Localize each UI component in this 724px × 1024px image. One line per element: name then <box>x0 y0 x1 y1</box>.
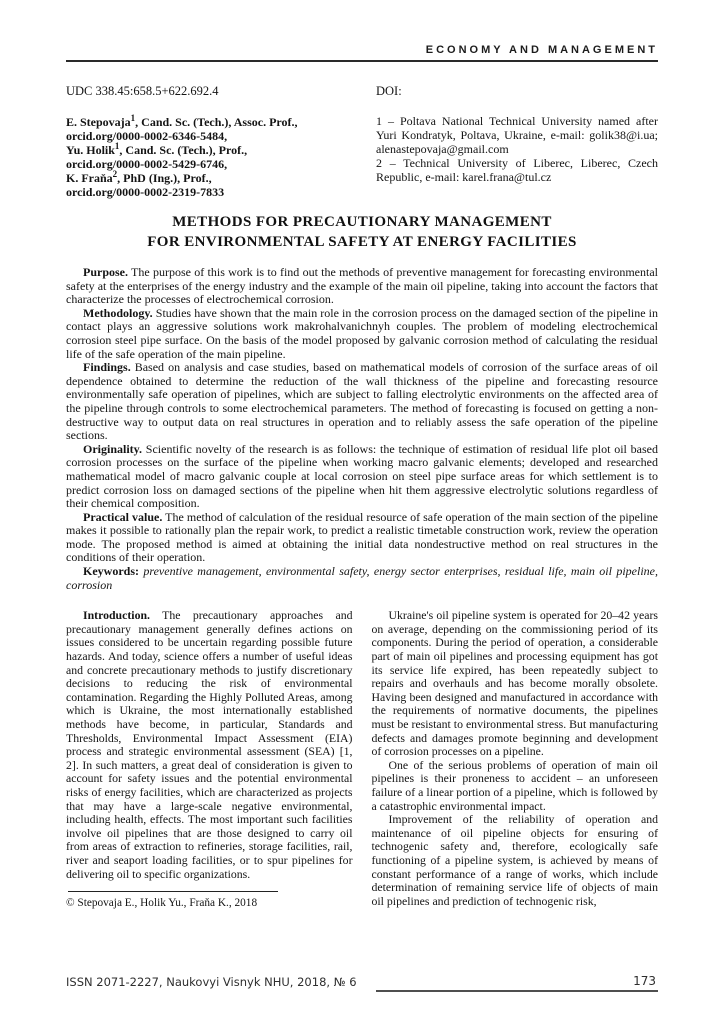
meta-right-column <box>376 84 658 199</box>
page-number-value: 173 <box>633 974 656 988</box>
meta-row <box>66 84 658 199</box>
abstract-findings-label: Findings. <box>83 360 131 375</box>
keywords-label: Keywords: <box>83 564 144 579</box>
affiliation-entry: 2 – Technical University of Liberec, Liberec, Czech Republic, e-mail: karel.frana@tul.cz <box>376 155 658 184</box>
doi-label: DOI: <box>376 84 402 98</box>
copyright-footnote <box>66 891 353 910</box>
keywords-text: preventive management, environmental safety, energy sector enterprises, residual life, main oil pipeline, corrosion <box>66 564 658 592</box>
abstract-purpose-text: The purpose of this work is to find out the methods of preventive management for forecasting environmental safety at the enterprises of the energy industry and the example of the main oil pipeline, taking into account the factors that characterize the processes of electrochemical corrosion. <box>66 265 658 307</box>
author-orcid: orcid.org/0000-0002-6346-5484, <box>66 129 228 143</box>
author-name: E. Stepovaja <box>66 115 131 129</box>
author-degrees: , Cand. Sc. (Tech.), Assoc. Prof., <box>135 115 298 129</box>
article-title <box>66 212 658 252</box>
introduction-label: Introduction. <box>83 608 150 623</box>
abstract-originality-text: Scientific novelty of the research is as follows: the technique of estimation of residual life plot oil based corrosion processes on the surface of the pipeline when working macro galvanic elements; developed and researched mathematical model of macro galvanic couple at local corrosion on steel pipe surface areas for which settlement is to predict corrosion loss on damaged sections of the pipeline when hit them aggressive electrolytic solutions regardless of their chemical composition. <box>66 441 658 511</box>
page-number <box>376 974 658 992</box>
section-title: ECONOMY AND MANAGEMENT <box>425 44 658 56</box>
keywords-line <box>66 565 658 592</box>
article-title-line2: FOR ENVIRONMENTAL SAFETY AT ENERGY FACILITIES <box>147 234 577 250</box>
abstract-purpose-label: Purpose. <box>83 265 128 279</box>
body-paragraph: One of the serious problems of operation of main oil pipelines is their proneness to accident – an unforeseen failure of a linear portion of a pipeline, which is followed by a catastrophic environmental impact. <box>371 757 658 813</box>
left-column <box>66 609 353 910</box>
introduction-paragraph <box>66 609 353 881</box>
page-footer <box>66 974 658 992</box>
abstract-block <box>66 266 658 592</box>
copyright-text: © Stepovaja E., Holik Yu., Fraňa K., 2018 <box>66 897 258 910</box>
abstract-findings <box>66 361 658 443</box>
body-paragraph: Ukraine's oil pipeline system is operated for 20–42 years on average, depending on the commissioning period of its components. During the period of operation, a considerable part of main oil pipelines and processing equipment has got its service life expired, has been repeatedly subject to repairs and overhauls and has become morally obsolete. Having been designed and manufactured in accordance with the requirements of normative documents, the pipelines must be resistant to environmental stress. But manufacturing defects and damages promote beginning and development of corrosion processes on a pipeline. <box>371 608 658 759</box>
author-line <box>66 115 364 129</box>
meta-left-column <box>66 84 364 199</box>
article-title-line1: METHODS FOR PRECAUTIONARY MANAGEMENT <box>172 214 552 230</box>
abstract-methodology-label: Methodology. <box>83 305 153 320</box>
right-column <box>372 609 659 910</box>
running-head <box>66 44 658 62</box>
author-affiliation-marker: 2 <box>112 169 118 179</box>
abstract-methodology-text: Studies have shown that the main role in the corrosion process on the damaged section of the pipeline in contact plays an aggressive solutions work makrohalvanichnyh couples. The problem of modeling electrochemical corrosion steel pipe surface. On the basis of the model proposed by galvanic corrosion method of calculating the residual life of the safe operation of the main pipeline. <box>66 305 658 361</box>
abstract-methodology <box>66 307 658 361</box>
issn-line: ISSN 2071-2227, Naukovyi Visnyk NHU, 2018, № 6 <box>66 975 357 989</box>
abstract-practical-value-text: The method of calculation of the residual resource of safe operation of the main section of the pipeline makes it possible to rationally plan the repair work, to predict a realistic timetable construction work, review the operation mode. The proposed method is aimed at obtaining the initial data nondestructive method on real structures in the conditions of their operation. <box>66 509 659 565</box>
affiliation-entry: 1 – Poltava National Technical University named after Yuri Kondratyk, Poltava, Ukraine, e-mail: golik38@i.ua; alenastepovaja@gmail.com <box>376 114 658 156</box>
abstract-originality-label: Originality. <box>83 441 143 456</box>
abstract-practical-value <box>66 511 658 565</box>
author-line <box>66 171 364 185</box>
abstract-purpose <box>66 266 658 307</box>
author-degrees: , Cand. Sc. (Tech.), Prof., <box>119 143 248 157</box>
affiliations-block <box>376 115 658 185</box>
body-paragraph: Improvement of the reliability of operation and maintenance of oil pipeline objects for ensuring of technogenic safety and, therefore, ecologically safe functioning of a pipeline system, is achieved by means of constant performance of a range of works, which include determination of remaining service life of objects of main oil pipelines and prediction of technogenic risk, <box>371 812 658 908</box>
author-name: Yu. Holik <box>66 143 115 157</box>
abstract-findings-text: Based on analysis and case studies, based on mathematical models of corrosion of the surface areas of oil dependence obtained to determine the reduction of the wall thickness of the pipeline and forecasting resource environmentally safe operation of pipelines, which are subject to falling electrolytic environments on the affected area of the pipeline through controls to some electrochemical parameters. The method of forecasting is focused on getting a non-destructive way to output data on real structures in operation and to reliably assess the safe operation of the pipeline sections. <box>66 360 658 443</box>
author-affiliation-marker: 1 <box>114 141 120 151</box>
author-line <box>66 143 364 157</box>
body-columns <box>66 609 658 910</box>
author-affiliation-marker: 1 <box>130 113 136 123</box>
introduction-text: The precautionary approaches and precautionary management generally defines actions on issues considered to be uncertain regarding possible future hazards. And today, science offers a number of useful ideas and concrete precautionary methods to justify discretionary decisions to reducing the risk of environmental contamination. Regarding the Highly Polluted Areas, among which is Ukraine, the most internationally established methods have become, in particular, Standards and Thresholds, Environmental Impact Assessment (EIA) process and strategic environmental assessment (SEA) [1, 2]. In such matters, a great deal of consideration is given to account for safety issues and the potential environmental risks of energy facilities, which are characterized as projects that may have a large-scale negative environmental, including health, effects. The most important such facilities involve oil pipelines that are those designed to carry oil from areas of extraction to refineries, storage facilities, rail, river and seaport loading facilities, or to spur pipelines for delivering oil to specific organizations. <box>66 608 353 881</box>
udc-code: UDC 338.45:658.5+622.692.4 <box>66 84 219 98</box>
abstract-practical-value-label: Practical value. <box>83 509 163 524</box>
author-orcid: orcid.org/0000-0002-5429-6746, <box>66 157 228 171</box>
abstract-originality <box>66 443 658 511</box>
author-orcid: orcid.org/0000-0002-2319-7833 <box>66 185 225 199</box>
author-name: K. Fraňa <box>66 171 113 185</box>
author-degrees: , PhD (Ing.), Prof., <box>117 171 212 185</box>
authors-block <box>66 115 364 199</box>
